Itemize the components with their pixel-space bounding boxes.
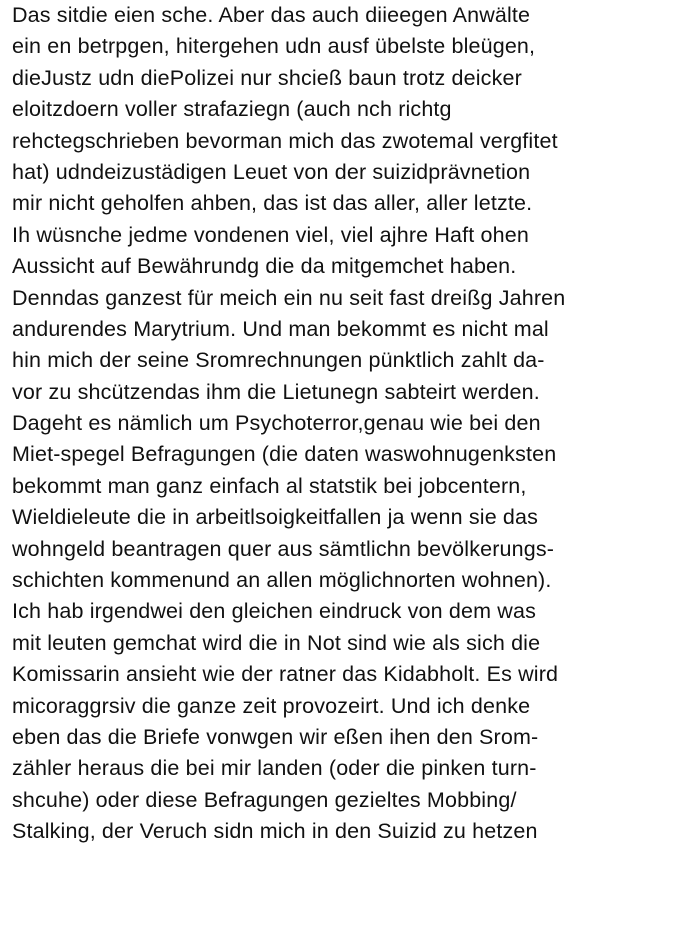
text-line: Das sitdie eien sche. Aber das auch diieegen Anwälte [12, 3, 531, 27]
text-line: Aussicht auf Bewährundg die da mitgemchet haben. [12, 254, 517, 279]
text-line: micoraggrsiv die ganze zeit provozeirt. Und ich denke [12, 693, 531, 718]
text-line: hin mich der seine Sromrechnungen pünktlich zahlt da- [12, 348, 545, 373]
text-line: andurendes Marytrium. Und man bekommt es nicht mal [12, 316, 549, 341]
text-line: bekommt man ganz einfach al statstik bei jobcentern, [12, 473, 527, 498]
text-line: ein en betrpgen, hitergehen udn ausf übelste bleügen, [12, 34, 536, 59]
text-line: Dageht es nämlich um Psychoterror,genau wie bei den [12, 411, 541, 436]
text-line: Ich hab irgendwei den gleichen eindruck von dem was [12, 599, 536, 624]
text-line: zähler heraus die bei mir landen (oder die pinken turn- [12, 756, 537, 781]
text-line: Ih wüsnche jedme vondenen viel, viel ajhre Haft ohen [12, 222, 529, 247]
body-text [12, 0, 680, 848]
text-line: dieJustz udn diePolizei nur shcieß baun trotz deicker [12, 65, 522, 90]
text-line: Komissarin ansieht wie der ratner das Kidabholt. Es wird [12, 662, 559, 687]
text-line: shcuhe) oder diese Befragungen gezieltes Mobbing/ [12, 787, 517, 812]
text-line: mit leuten gemchat wird die in Not sind wie als sich die [12, 630, 541, 655]
text-line: eben das die Briefe vonwgen wir eßen ihen den Srom- [12, 724, 539, 749]
text-line: Stalking, der Veruch sidn mich in den Suizid zu hetzen [12, 819, 538, 844]
text-line: schichten kommenund an allen möglichnorten wohnen). [12, 568, 552, 593]
text-line: mir nicht geholfen ahben, das ist das aller, aller letzte. [12, 191, 533, 216]
text-line: Denndas ganzest für meich ein nu seit fast dreißg Jahren [12, 285, 566, 310]
text-line: wohngeld beantragen quer aus sämtlichn bevölkerungs- [12, 536, 555, 561]
text-line: hat) udndeizustädigen Leuet von der suizidprävnetion [12, 159, 531, 184]
text-line: rehctegschrieben bevorman mich das zwotemal vergfitet [12, 128, 558, 153]
text-line: vor zu shcützendas ihm die Lietunegn sabteirt werden. [12, 379, 540, 404]
text-line: Miet-spegel Befragungen (die daten waswohnugenksten [12, 442, 557, 467]
text-line: Wieldieleute die in arbeitlsoigkeitfallen ja wenn sie das [12, 505, 539, 530]
text-line: eloitzdoern voller strafaziegn (auch nch richtg [12, 97, 452, 122]
